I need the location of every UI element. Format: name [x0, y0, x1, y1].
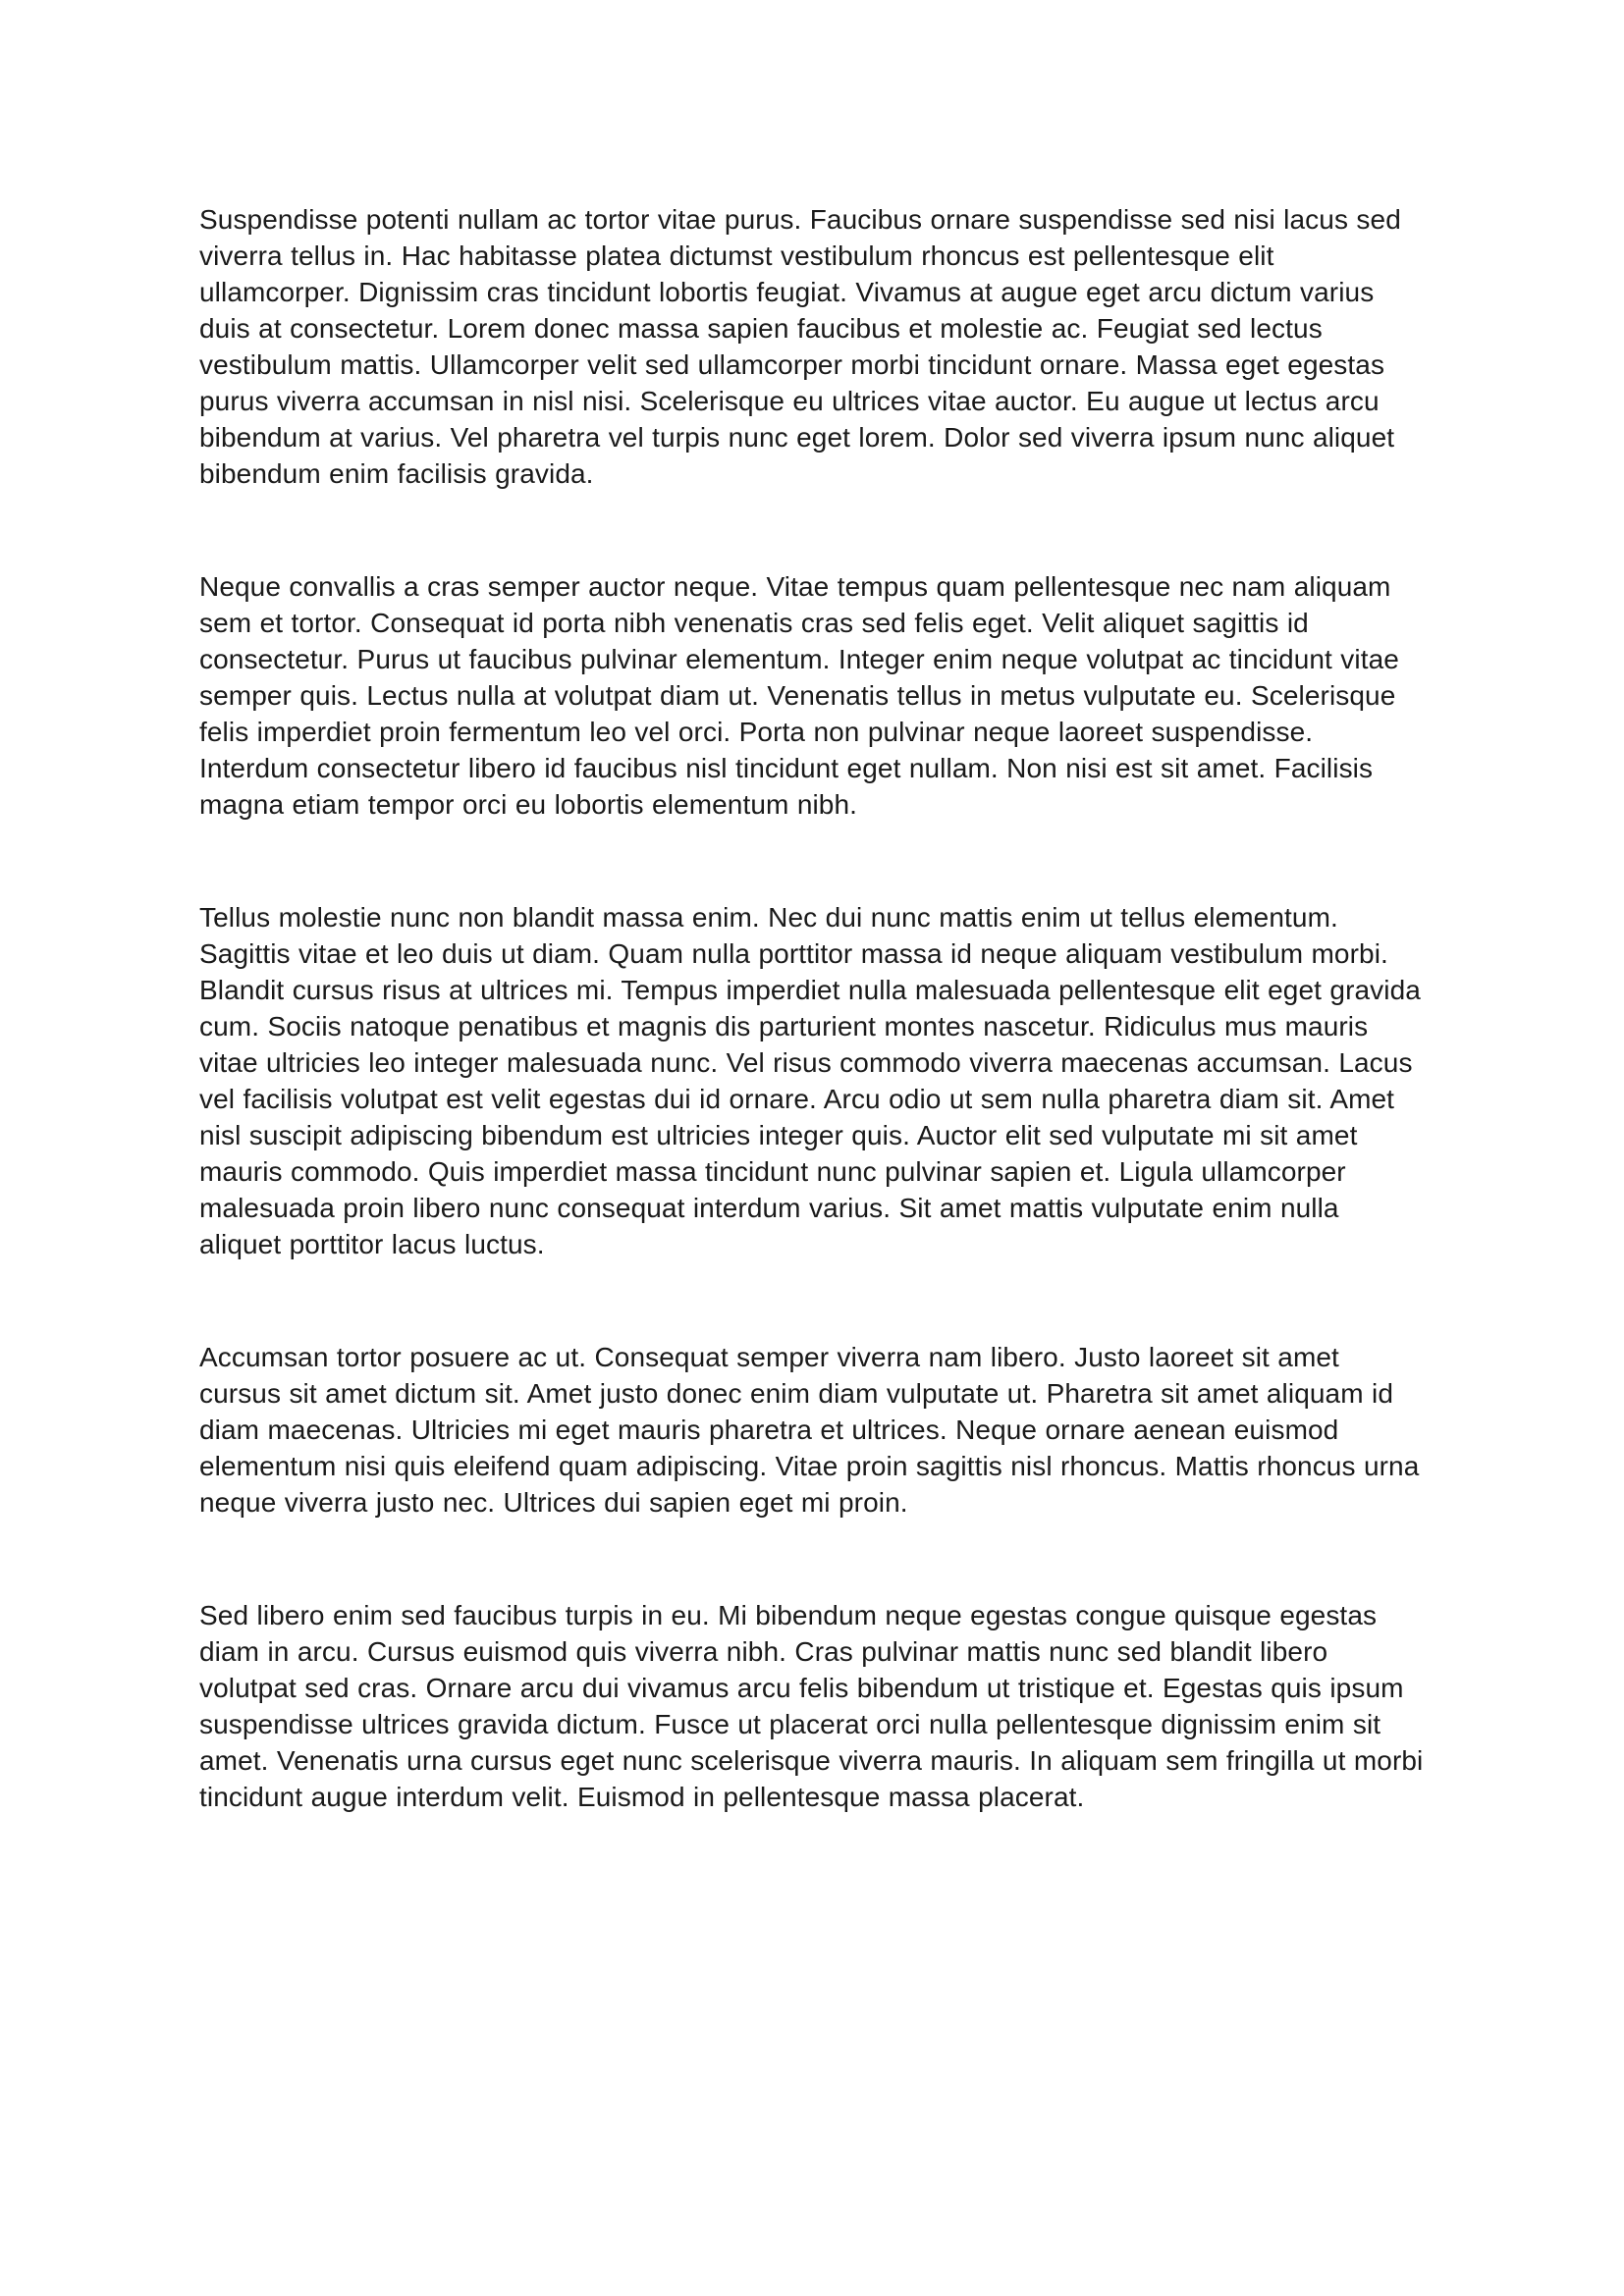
paragraph-2: Neque convallis a cras semper auctor neque. Vitae tempus quam pellentesque nec nam aliquam sem et tortor. Consequat id porta nibh venenatis cras sed felis eget. Velit aliquet sagittis id consectetur. Purus ut faucibus pulvinar elementum. Integer enim neque volutpat ac tincidunt vitae semper quis. Lectus nulla at volutpat diam ut. Venenatis tellus in metus vulputate eu. Scelerisque felis imperdiet proin fermentum leo vel orci. Porta non pulvinar neque laoreet suspendisse. Interdum consectetur libero id faucibus nisl tincidunt eget nullam. Non nisi est sit amet. Facilisis magna etiam tempor orci eu lobortis elementum nibh.	[199, 571, 1399, 820]
paragraph-1: Suspendisse potenti nullam ac tortor vitae purus. Faucibus ornare suspendisse sed nisi lacus sed viverra tellus in. Hac habitasse platea dictumst vestibulum rhoncus est pellentesque elit ullamcorper. Dignissim cras tincidunt lobortis feugiat. Vivamus at augue eget arcu dictum varius duis at consectetur. Lorem donec massa sapien faucibus et molestie ac. Feugiat sed lectus vestibulum mattis. Ullamcorper velit sed ullamcorper morbi tincidunt ornare. Massa eget egestas purus viverra accumsan in nisl nisi. Scelerisque eu ultrices vitae auctor. Eu augue ut lectus arcu bibendum at varius. Vel pharetra vel turpis nunc eget lorem. Dolor sed viverra ipsum nunc aliquet bibendum enim facilisis gravida.	[199, 204, 1401, 489]
paragraph-3: Tellus molestie nunc non blandit massa enim. Nec dui nunc mattis enim ut tellus elementum. Sagittis vitae et leo duis ut diam. Quam nulla porttitor massa id neque aliquam vestibulum morbi. Blandit cursus risus at ultrices mi. Tempus imperdiet nulla malesuada pellentesque elit eget gravida cum. Sociis natoque penatibus et magnis dis parturient montes nascetur. Ridiculus mus mauris vitae ultricies leo integer malesuada nunc. Vel risus commodo viverra maecenas accumsan. Lacus vel facilisis volutpat est velit egestas dui id ornare. Arcu odio ut sem nulla pharetra diam sit. Amet nisl suscipit adipiscing bibendum est ultricies integer quis. Auctor elit sed vulputate mi sit amet mauris commodo. Quis imperdiet massa tincidunt nunc pulvinar sapien et. Ligula ullamcorper malesuada proin libero nunc consequat interdum varius. Sit amet mattis vulputate enim nulla aliquet porttitor lacus luctus.	[199, 902, 1421, 1259]
paragraph-5: Sed libero enim sed faucibus turpis in eu. Mi bibendum neque egestas congue quisque egestas diam in arcu. Cursus euismod quis viverra nibh. Cras pulvinar mattis nunc sed blandit libero volutpat sed cras. Ornare arcu dui vivamus arcu felis bibendum ut tristique et. Egestas quis ipsum suspendisse ultrices gravida dictum. Fusce ut placerat orci nulla pellentesque dignissim enim sit amet. Venenatis urna cursus eget nunc scelerisque viverra mauris. In aliquam sem fringilla ut morbi tincidunt augue interdum velit. Euismod in pellentesque massa placerat.	[199, 1600, 1424, 1812]
paragraph-4: Accumsan tortor posuere ac ut. Consequat semper viverra nam libero. Justo laoreet sit amet cursus sit amet dictum sit. Amet justo donec enim diam vulputate ut. Pharetra sit amet aliquam id diam maecenas. Ultricies mi eget mauris pharetra et ultrices. Neque ornare aenean euismod elementum nisi quis eleifend quam adipiscing. Vitae proin sagittis nisl rhoncus. Mattis rhoncus urna neque viverra justo nec. Ultrices dui sapien eget mi proin.	[199, 1342, 1420, 1518]
